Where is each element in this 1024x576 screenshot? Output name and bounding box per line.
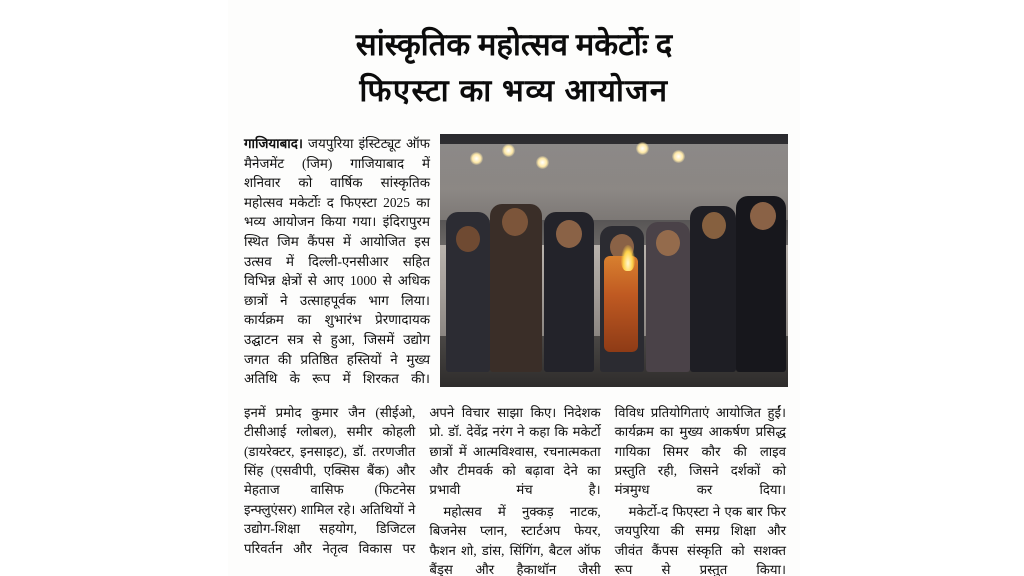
article-column-3 (615, 403, 786, 576)
photo-person-head (750, 202, 776, 230)
top-section (228, 134, 800, 389)
photo-person-head (456, 226, 480, 252)
photo-person-head (656, 230, 680, 256)
article-column-2 (429, 403, 600, 576)
paragraph: मकेर्टो-द फिएस्टा ने एक बार फिर जयपुरिया की समग्र शिक्षा और जीवंत कैंपस संस्कृति को सशक्त रूप से प्रस्तुत किया। (614, 503, 786, 576)
lead-column (244, 134, 440, 389)
paragraph: महोत्सव में नुक्कड़ नाटक, बिजनेस प्लान, स्टार्टअप फेयर, फैशन शो, डांस, सिंगिंग, बैटल ऑफ बैंड्स और हैकाथॉन जैसी (429, 503, 601, 576)
paragraph: विविध प्रतियोगिताएं आयोजित हुईं। कार्यक्रम का मुख्य आकर्षण प्रसिद्ध गायिका सिमर कौर की लाइव प्रस्तुति रही, जिसने दर्शकों को मंत्रमुग्ध कर दिया। (614, 404, 786, 498)
headline-line-1: सांस्कृतिक महोत्सव मकेर्टोः द (355, 27, 673, 62)
paragraph: अपने विचार साझा किए। निदेशक प्रो. डॉ. देवेंद्र नरंग ने कहा कि मकेर्टो छात्रों में आत्मविश्वास, रचनात्मकता और टीमवर्क को बढ़ावा देने का प्रभावी मंच है। (429, 404, 601, 498)
photo-person-head (502, 208, 528, 236)
stage-light-icon (502, 144, 515, 157)
photo-canvas (440, 134, 788, 387)
paragraph: इनमें प्रमोद कुमार जैन (सीईओ, टीसीआई ग्लोबल), समीर कोहली (डायरेक्टर, इनसाइट), डॉ. तरणजीत सिंह (एसवीपी, एक्सिस बैंक) और मेहताज वासिफ (फिटनेस इन्फ्लुएंसर) शामिल रहे। अतिथियों ने उद्योग-शिक्षा सहयोग, डिजिटल परिवर्तन और नेतृत्व विकास पर (244, 404, 416, 556)
newspaper-clipping (228, 0, 800, 576)
stage-light-icon (536, 156, 549, 169)
stage-light-icon (636, 142, 649, 155)
article-column-1 (244, 403, 415, 576)
article-photo (440, 134, 788, 387)
stage-light-icon (470, 152, 483, 165)
photo-person-head (556, 220, 582, 248)
lead-body: जयपुरिया इंस्टिट्यूट ऑफ मैनेजमेंट (जिम) गाजियाबाद में शनिवार को वार्षिक सांस्कृतिक महोत्सव मकेर्टोः द फिएस्टा 2025 का भव्य आयोजन किया गया। इंदिरापुरम स्थित जिम कैंपस में आयोजित इस उत्सव में दिल्ली-एनसीआर सहित विभिन्न क्षेत्रों से आए 1000 से अधिक छात्रों ने उत्साहपूर्वक भाग लिया। कार्यक्रम का शुभारंभ प्रेरणादायक उद्घाटन सत्र से हुआ, जिसमें उद्योग जगत की प्रतिष्ठित हस्तियों ने मुख्य अतिथि के रूप में शिरकत की। (244, 136, 430, 387)
headline-line-2: फिएस्टा का भव्य आयोजन (359, 73, 669, 108)
headline (228, 10, 800, 112)
dateline: गाजियाबाद। (244, 136, 303, 151)
lamp-flame-icon (621, 245, 635, 271)
article-columns (228, 403, 800, 576)
lead-paragraph (244, 134, 430, 389)
photo-person-head (702, 212, 726, 239)
ceremonial-lamp (604, 256, 638, 352)
stage-light-icon (672, 150, 685, 163)
